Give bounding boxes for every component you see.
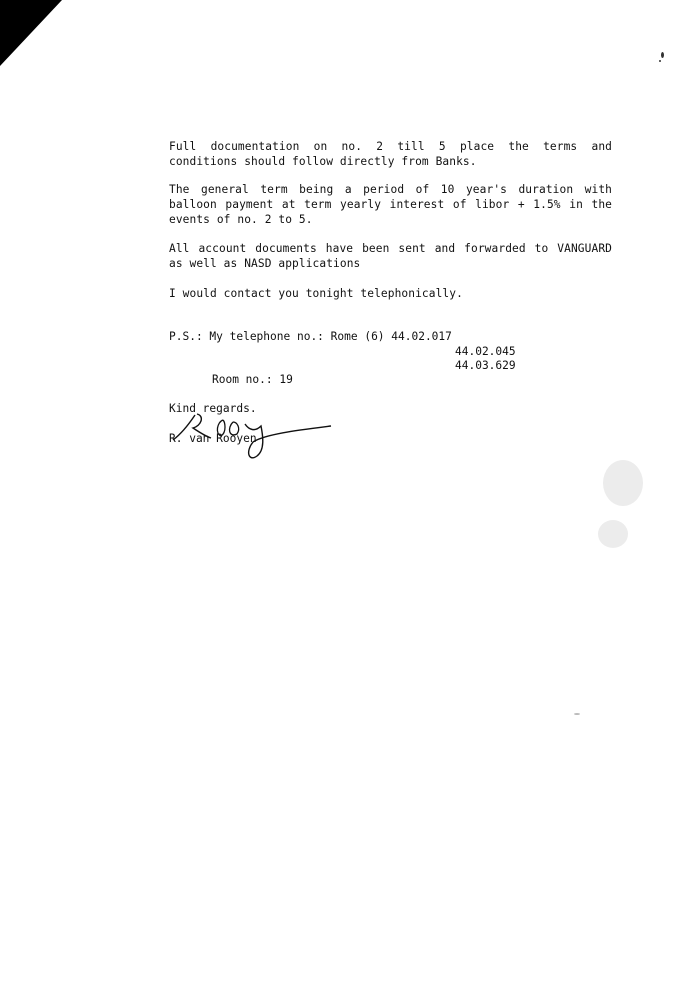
ps-telephone-line: P.S.: My telephone no.: Rome (6) 44.02.017 <box>169 330 452 343</box>
paragraph-documentation: Full documentation on no. 2 till 5 place the terms and conditions should follow directly from Banks. <box>169 140 612 168</box>
scan-stain <box>598 520 628 548</box>
scan-stain <box>603 460 643 506</box>
scan-speck <box>661 52 664 58</box>
signer-name: R. van Rooyen <box>169 432 257 445</box>
paragraph-contact: I would contact you tonight telephonically. <box>169 287 463 300</box>
room-number: Room no.: 19 <box>212 373 293 386</box>
signature <box>169 410 339 466</box>
scan-corner-mark <box>0 0 62 66</box>
paragraph-general-term: The general term being a period of 10 year's duration with balloon payment at term yearly interest of libor + 1.5% in the events of no. 2 to 5. <box>169 183 612 226</box>
closing: Kind regards. <box>169 402 257 415</box>
paragraph-account-documents: All account documents have been sent and forwarded to VANGUARD as well as NASD applications <box>169 242 612 270</box>
telephone-number: 44.03.629 <box>455 359 516 372</box>
scan-speck <box>574 713 580 715</box>
scan-speck <box>659 60 661 62</box>
telephone-number: 44.02.045 <box>455 345 516 358</box>
